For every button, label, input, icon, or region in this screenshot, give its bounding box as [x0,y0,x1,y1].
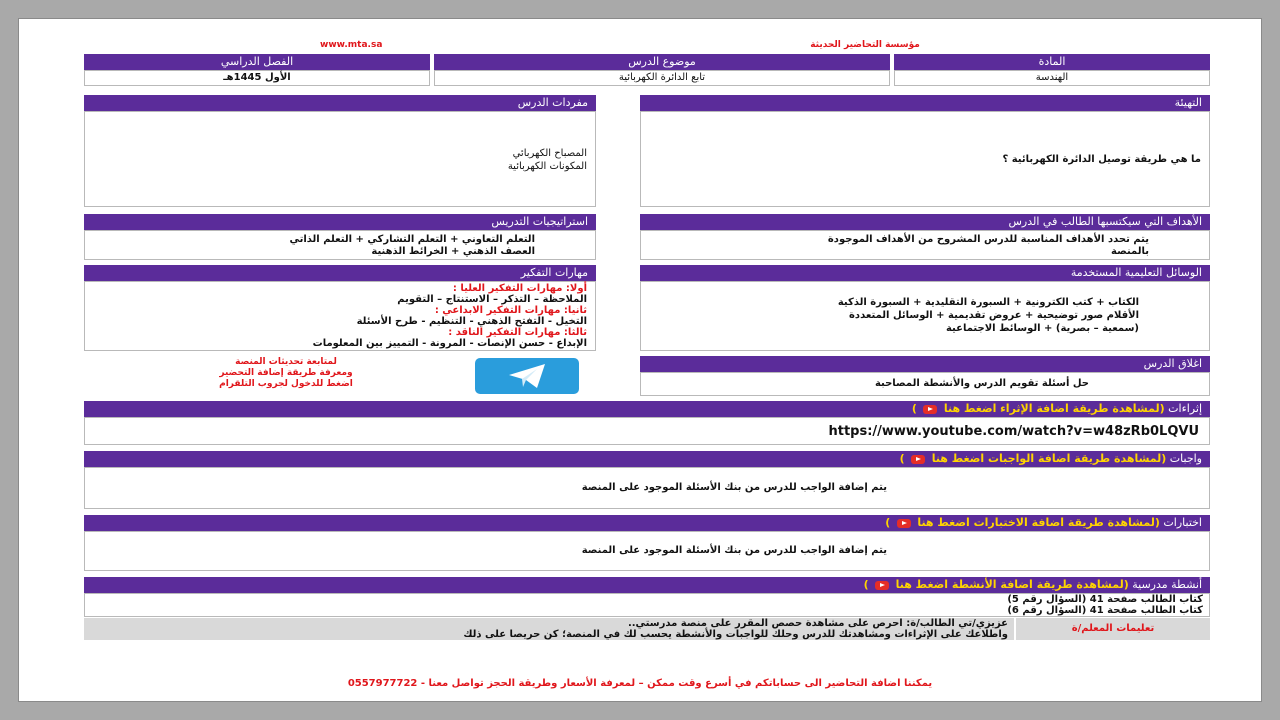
tests-link[interactable]: (لمشاهدة طريقة اضافة الاختبارات اضغط هنا [917,516,1160,529]
tests-text: يتم إضافة الواجب للدرس من بنك الأسئلة الموجود على المنصة [581,545,887,556]
homework-close-paren: ) [899,452,905,465]
homework-box [84,467,1210,509]
thinking-line-1: الملاحظة – التذكر – الاستنتاج – التقويم [397,294,587,305]
thinking-line-3: الإبداع - حسن الإنصات - المرونة - التمييز بين المعلومات [312,338,587,349]
youtube-icon[interactable] [875,581,889,590]
homework-header [84,451,1210,467]
aids-line-3: (سمعية – بصرية) + الوسائط الاجتماعية [945,323,1139,334]
closing-title: اغلاق الدرس [640,356,1210,372]
enrichment-url[interactable]: https://www.youtube.com/watch?v=w48zRb0LQVU [828,424,1199,439]
warmup-title: التهيئة [640,95,1210,111]
objectives-title: الأهداف التي سيكتسبها الطالب في الدرس [640,214,1210,230]
strategies-line-1: التعلم التعاوني + التعلم التشاركي + التعلم الذاتي [289,234,535,245]
vocab-line-2: المكونات الكهربائية [507,161,587,172]
teacher-line-2: واطلاعك على الإثراءات ومشاهدتك للدرس وحلك للواجبات والأنشطة يحسب لك في المنصة؛ كن حريصا على ذلك [463,629,1008,640]
thinking-box [84,281,596,351]
telegram-line-1: لمتابعة تحديثات المنصة [235,357,337,367]
enrichment-box [84,417,1210,445]
closing-box [640,372,1210,396]
tests-box [84,531,1210,571]
term-value: الأول 1445هـ [223,72,291,83]
enrichment-link[interactable]: (لمشاهدة طريقة اضافة الإثراء اضغط هنا [943,402,1165,415]
strategies-line-2: العصف الذهني + الخرائط الذهنية [371,246,535,257]
teacher-text-cell [84,618,1014,640]
term-label: الفصل الدراسي [84,54,430,70]
homework-text: يتم إضافة الواجب للدرس من بنك الأسئلة الموجود على المنصة [581,482,887,493]
topic-cell [434,70,890,86]
subject-value: الهندسة [1035,72,1069,83]
activities-line-2: كتاب الطالب صفحة 41 (السؤال رقم 6) [1007,605,1203,616]
enrichment-header [84,401,1210,417]
warmup-box [640,111,1210,207]
topic-label: موضوع الدرس [434,54,890,70]
closing-text: حل أسئلة تقويم الدرس والأنشطة المصاحبة [874,378,1089,389]
enrichment-title: إثراءات [1168,402,1202,415]
telegram-icon [507,362,547,390]
objectives-box [640,230,1210,260]
strategies-box [84,230,596,260]
activities-line-1: كتاب الطالب صفحة 41 (السؤال رقم 5) [1007,594,1203,605]
telegram-line-3: اضغط للدخول لجروب التلقرام [219,379,353,389]
term-cell [84,70,430,86]
aids-title: الوسائل التعليمية المستخدمة [640,265,1210,281]
objectives-line-2: بالمنصة [1111,246,1149,257]
objectives-line-1: يتم تحدد الأهداف المناسبة للدرس المشروح من الأهداف الموجودة [827,234,1149,245]
thinking-heading-1: أولا: مهارات التفكير العليا : [452,283,587,294]
footer-contact[interactable]: يمكننا اضافة التحاضير الى حساباتكم في أسرع وقت ممكن – لمعرفة الأسعار وطريقة الحجز تواصل معنا - 0557977722 [347,678,933,689]
tests-title: اختبارات [1163,516,1202,529]
warmup-text: ما هي طريقة توصيل الدائرة الكهربائية ؟ [1002,154,1201,165]
activities-link[interactable]: (لمشاهدة طريقة اضافة الأنشطة اضغط هنا [895,578,1129,591]
youtube-icon[interactable] [897,519,911,528]
topic-value: تابع الدائرة الكهربائية [618,72,706,83]
enrichment-close-paren: ) [911,402,917,415]
thinking-line-2: التخيل - التفتح الذهني - التنظيم - طرح الأسئلة [356,316,587,327]
vocab-line-1: المصباح الكهربائي [512,148,587,159]
site-url[interactable]: www.mta.sa [320,40,383,50]
telegram-line-2: ومعرفة طريقة إضافة التحضير [219,368,353,378]
teacher-label-cell [1016,618,1210,640]
subject-cell [894,70,1210,86]
aids-box [640,281,1210,351]
org-name: مؤسسة التحاضير الحديثة [810,40,920,50]
activities-title: أنشطة مدرسية [1132,578,1202,591]
thinking-title: مهارات التفكير [84,265,596,281]
homework-link[interactable]: (لمشاهدة طريقة اضافة الواجبات اضغط هنا [931,452,1167,465]
strategies-title: استراتيجيات التدريس [84,214,596,230]
homework-title: واجبات [1169,452,1202,465]
teacher-line-1: عزيزي/تي الطالب/ة: احرص على مشاهدة حصص المقرر على منصة مدرستي.. [627,618,1008,629]
activities-box [84,593,1210,617]
youtube-icon[interactable] [923,405,937,414]
aids-line-2: الأقلام صور توضيحية + عروض تقديمية + الوسائل المتعددة [849,310,1139,321]
youtube-icon[interactable] [911,455,925,464]
activities-close-paren: ) [863,578,869,591]
vocab-box [84,111,596,207]
telegram-promo[interactable] [170,357,402,390]
teacher-label: تعليمات المعلم/ة [1071,623,1155,634]
activities-header [84,577,1210,593]
aids-line-1: الكتاب + كتب الكترونية + السبورة التقليدية + السبورة الذكية [837,297,1139,308]
tests-close-paren: ) [885,516,891,529]
subject-label: المادة [894,54,1210,70]
vocab-title: مفردات الدرس [84,95,596,111]
thinking-heading-3: ثالثا: مهارات التفكير الناقد : [448,327,587,338]
thinking-heading-2: ثانيا: مهارات التفكير الابداعي : [434,305,587,316]
telegram-button[interactable] [475,358,579,394]
tests-header [84,515,1210,531]
